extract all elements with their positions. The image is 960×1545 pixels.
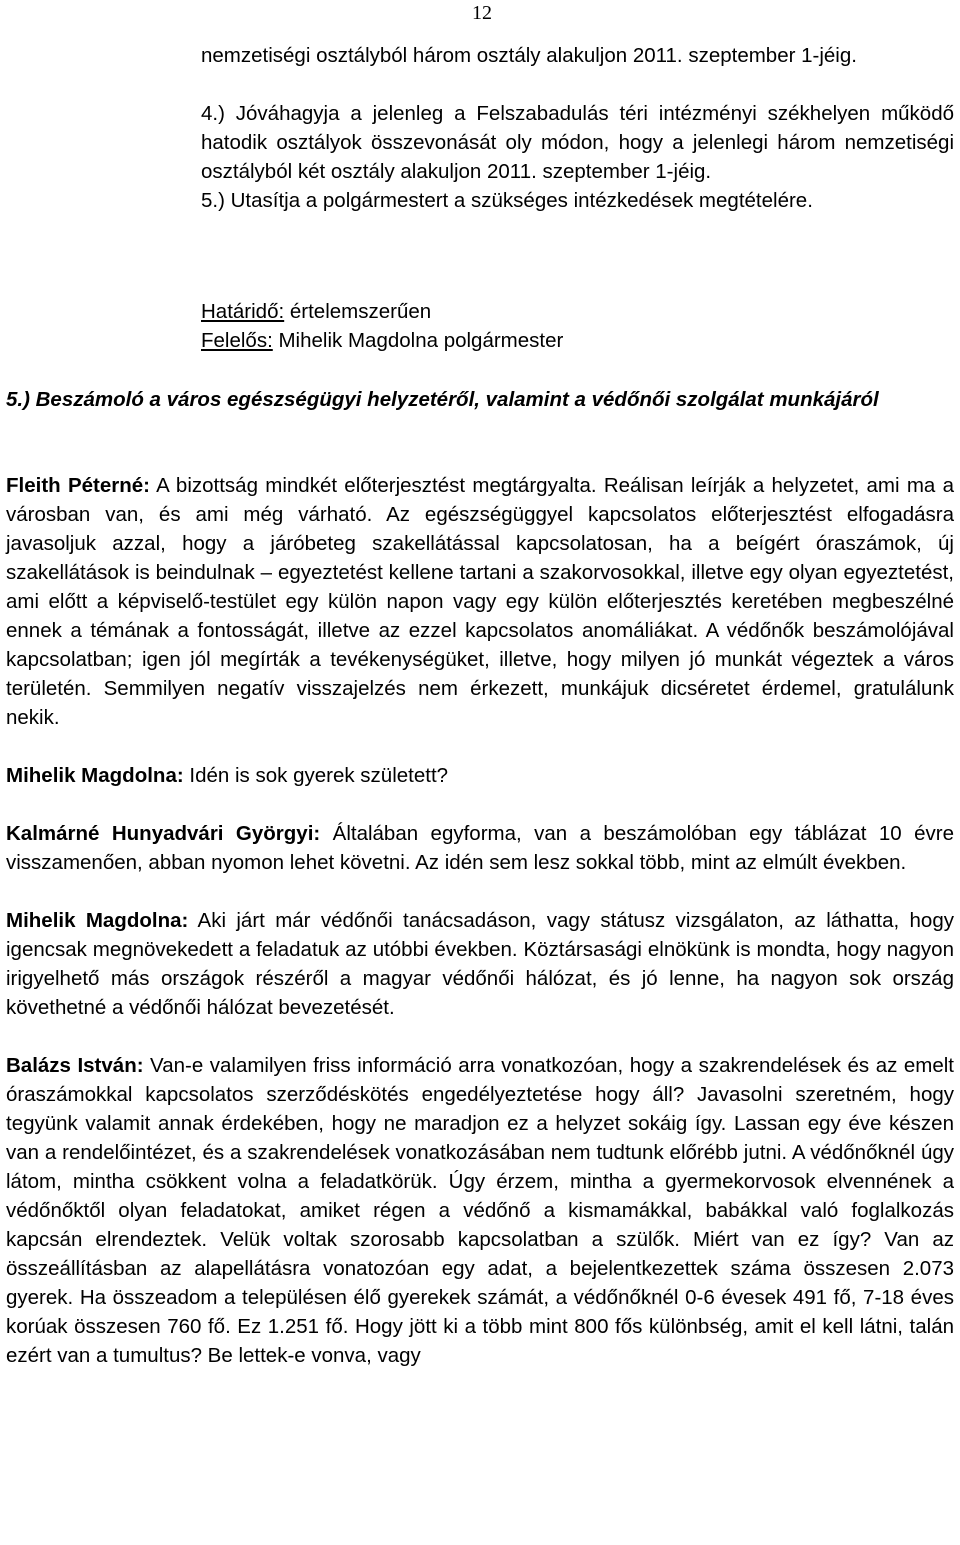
speech-text: Aki járt már védőnői tanácsadáson, vagy státusz vizsgálaton, az láthatta, hogy igencsak megnövekedett a feladatuk az utóbbi években. Köztársasági elnökünk is mondta, hogy nagyon irigyelhető más országok részéről a magyar védőnői hálózat, és jó lenne, ha nagyon sok ország követhetné a védőnői hálózat bevezetését. bbox=[6, 909, 954, 1019]
responsible-label: Felelős: bbox=[201, 329, 273, 352]
speech-paragraph bbox=[6, 819, 954, 877]
responsible-line bbox=[201, 326, 954, 355]
list-item-4: 4.) Jóváhagyja a jelenleg a Felszabadulás téri intézményi székhelyen működő hatodik osztályok összevonását oly módon, hogy a jelenlegi három nemzetiségi osztályból két osztály alakuljon 2011. szeptember 1-jéig. bbox=[201, 102, 954, 183]
speaker-name: Balázs István: bbox=[6, 1054, 144, 1077]
section-heading: 5.) Beszámoló a város egészségügyi helyzetéről, valamint a védőnői szolgálat munkájáról bbox=[6, 388, 879, 411]
speaker-name: Mihelik Magdolna: bbox=[6, 909, 189, 932]
list-item-3-tail: nemzetiségi osztályból három osztály alakuljon 2011. szeptember 1-jéig. bbox=[201, 44, 857, 67]
deadline-value: értelemszerűen bbox=[284, 300, 432, 323]
transcript bbox=[6, 471, 954, 1399]
list-item-5: 5.) Utasítja a polgármestert a szükséges intézkedések megtételére. bbox=[201, 189, 813, 212]
speaker-name: Kalmárné Hunyadvári Györgyi: bbox=[6, 822, 321, 845]
responsible-value: Mihelik Magdolna polgármester bbox=[272, 329, 564, 352]
resolution-list bbox=[201, 41, 954, 215]
decision-meta bbox=[201, 297, 954, 355]
speech-paragraph bbox=[6, 761, 954, 790]
deadline-label: Határidő: bbox=[201, 300, 285, 323]
speech-text: A bizottság mindkét előterjesztést megtárgyalta. Reálisan leírják a helyzetet, ami ma a városban van, és ami még várható. Az egészségüggyel kapcsolatos előterjesztést elfogadásra javasoljuk azzal, hogy a járóbeteg szakellátással kapcsolatosan, ha a beígért óraszámok, új szakellátások is beindulnak – egyeztetést kellene tartani a szakorvosokkal, illetve egy olyan egyeztetést, ami előtt a képviselő-testület egy külön napon vagy egy külön előterjesztés keretében megbeszélné ennek a témának a fontosságát, illetve az ezzel kapcsolatos anomáliákat. A védőnők beszámolójával kapcsolatban; igen jól megírták a tevékenységüket, illetve, hogy milyen jó munkát végeztek a város területén. Semmilyen negatív visszajelzés nem érkezett, munkájuk dicséretet érdemel, gratulálunk nekik. bbox=[6, 474, 954, 729]
speaker-name: Mihelik Magdolna: bbox=[6, 764, 184, 787]
speech-paragraph bbox=[6, 1051, 954, 1370]
speech-paragraph bbox=[6, 471, 954, 732]
speaker-name: Fleith Péterné: bbox=[6, 474, 150, 497]
speech-text: Általában egyforma, van a beszámolóban egy táblázat 10 évre visszamenően, abban nyomon lehet követni. Az idén sem lesz sokkal több, mint az elmúlt években. bbox=[6, 822, 954, 874]
speech-paragraph bbox=[6, 906, 954, 1022]
deadline-line bbox=[201, 297, 954, 326]
speech-text: Van-e valamilyen friss információ arra vonatkozóan, hogy a szakrendelések és az emelt óraszámokkal kapcsolatos szerződéskötés engedélyeztetése hogy áll? Javasolni szeretném, hogy tegyünk valamit annak érdekében, hogy ne maradjon ez a helyzet sokáig így. Lassan egy éve készen van a rendelőintézet, és a szakrendelések vonatkozásában nem tudtunk előrébb jutni. A védőnőknél úgy látom, mintha csökkent volna a feladatkörük. Úgy érzem, mintha a gyermekorvosok elvennének a védőnőktől olyan feladatokat, amiket régen a védőnő a kismamákkal, babákkal való foglalkozás kapcsán elrendeztek. Velük voltak szorosabb kapcsolatban a szülők. Miért van ez így? Van az összeállításban az alapellátásra vonatozóan egy adat, a bejelentkezettek száma összesen 2.073 gyerek. Ha összeadom a településen élő gyerekek számát, a védőnőknél 0-6 évesek 491 fő, 7-18 éves korúak összesen 760 fő. Ez 1.251 fő. Hogy jött ki a több mint 800 fős különbség, amit el kell látni, talán ezért van a tumultus? Be lettek-e vonva, vagy bbox=[6, 1054, 954, 1367]
speech-text: Idén is sok gyerek született? bbox=[183, 764, 449, 787]
page-number: 12 bbox=[472, 2, 492, 24]
